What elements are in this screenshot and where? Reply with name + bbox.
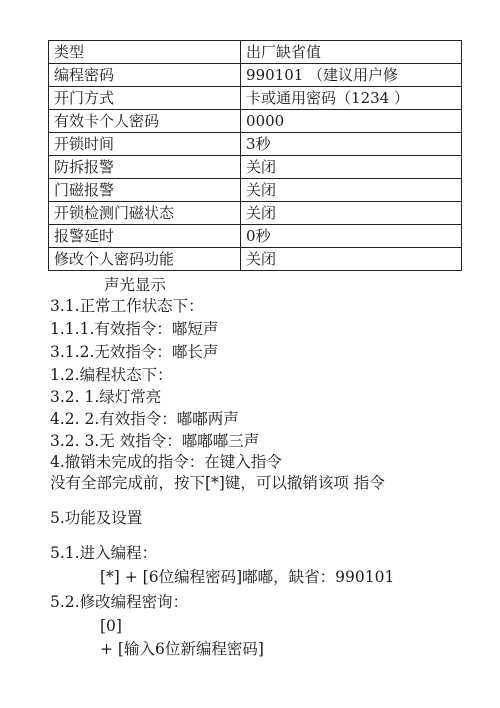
text-line: 3.2. 1.绿灯常亮 xyxy=(50,388,162,406)
table-cell-setting: 有效卡个人密码 xyxy=(49,110,241,133)
table-cell-setting: 开锁时间 xyxy=(49,133,241,156)
text-line: 3.1.2.无效指令：嘟长声 xyxy=(50,343,219,361)
table-row xyxy=(49,179,462,202)
table-row xyxy=(49,202,462,225)
table-cell-value: 0000 xyxy=(241,110,462,133)
header-default: 出厂缺省值 xyxy=(241,41,462,64)
text-line: 5.2.修改编程密询： xyxy=(50,593,189,611)
table-cell-value: 关闭 xyxy=(241,202,462,225)
text-line: 没有全部完成前，按下[*]键，可以撤销该项 指令 xyxy=(50,474,385,492)
header-type: 类型 xyxy=(49,41,241,64)
table-cell-setting: 报警延时 xyxy=(49,225,241,248)
section-title-sound-light: 声光显示 xyxy=(104,276,167,294)
text-line: + [输入6位新编程密码] xyxy=(100,640,264,658)
table-cell-setting: 门磁报警 xyxy=(49,179,241,202)
table-cell-value: 0秒 xyxy=(241,225,462,248)
text-line: 1.2.编程状态下： xyxy=(50,366,173,384)
table-header-row xyxy=(49,41,462,64)
text-line: 4.2. 2.有效指令：嘟嘟两声 xyxy=(50,410,239,428)
table-cell-value: 卡或通用密码（1234 ） xyxy=(241,87,462,110)
table-row xyxy=(49,133,462,156)
table-cell-value: 关闭 xyxy=(241,248,462,271)
text-line: [0] xyxy=(100,617,122,635)
table-cell-setting: 防拆报警 xyxy=(49,156,241,179)
table-cell-setting: 开锁检测门磁状态 xyxy=(49,202,241,225)
text-line: 1.1.1.有效指令：嘟短声 xyxy=(50,320,219,338)
text-line: [*] + [6位编程密码]嘟嘟，缺省：990101 xyxy=(100,568,395,586)
table-cell-value: 3秒 xyxy=(241,133,462,156)
text-line: 3.2. 3.无 效指令：嘟嘟嘟三声 xyxy=(50,432,260,450)
table-row xyxy=(49,110,462,133)
table-cell-value: 关闭 xyxy=(241,156,462,179)
table-cell-setting: 修改个人密码功能 xyxy=(49,248,241,271)
table-row xyxy=(49,87,462,110)
table-cell-setting: 编程密码 xyxy=(49,64,241,87)
table-cell-value: 990101 （建议用户修 xyxy=(241,64,462,87)
table-row xyxy=(49,248,462,271)
section-title-functions: 5.功能及设置 xyxy=(50,509,143,527)
table-row xyxy=(49,225,462,248)
default-settings-table xyxy=(48,40,462,271)
text-line: 4.撤销未完成的指令：在键入指令 xyxy=(50,453,282,471)
table-cell-value: 关闭 xyxy=(241,179,462,202)
table-row xyxy=(49,64,462,87)
text-line: 3.1.正常工作状态下： xyxy=(50,297,204,315)
text-line: 5.1.进入编程： xyxy=(50,544,158,562)
table-row xyxy=(49,156,462,179)
table-cell-setting: 开门方式 xyxy=(49,87,241,110)
